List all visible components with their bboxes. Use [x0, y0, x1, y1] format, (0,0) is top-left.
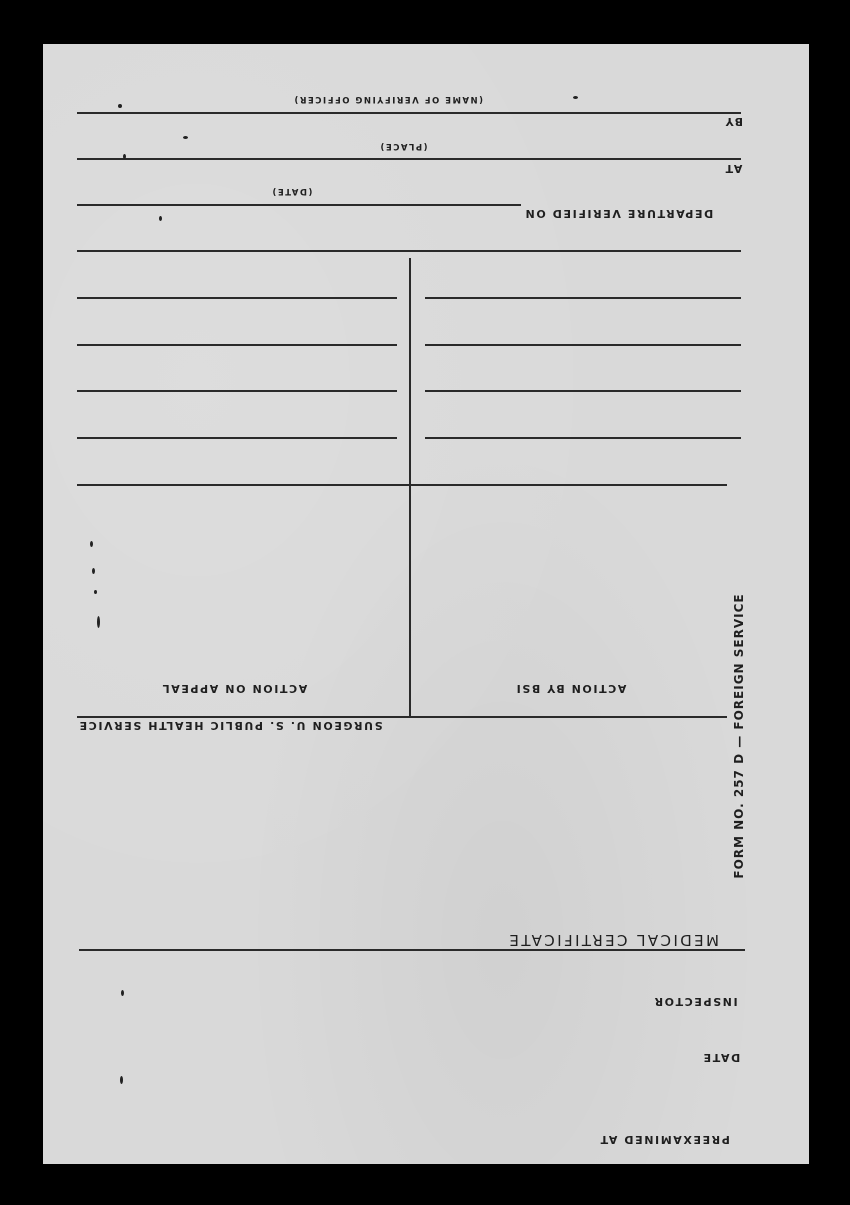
bsi-line-3 [425, 390, 741, 392]
appeal-line-4 [77, 437, 397, 439]
scan-speck [94, 590, 97, 594]
medical-certificate-line [79, 949, 745, 951]
scan-speck [118, 104, 122, 108]
scan-speck [90, 541, 93, 547]
appeal-line-1 [77, 297, 397, 299]
medical-certificate-label: MEDICAL CERTIFICATE [507, 931, 719, 949]
surgeon-line [77, 716, 727, 718]
at-label: AT [724, 162, 743, 175]
action-by-bsi-label: ACTION BY BSI [515, 682, 627, 695]
date-label-top: (DATE) [271, 186, 313, 196]
form-card [43, 44, 809, 1164]
bsi-line-1 [425, 297, 741, 299]
scan-speck [183, 136, 188, 139]
bsi-line-4 [425, 437, 741, 439]
place-label: (PLACE) [379, 141, 428, 151]
section-divider-top [77, 250, 741, 252]
scan-speck [120, 1076, 123, 1084]
bsi-line-2 [425, 344, 741, 346]
scan-speck [97, 616, 100, 628]
column-divider [409, 258, 411, 716]
scan-speck [121, 990, 124, 996]
actions-bottom-line [77, 484, 727, 486]
scan-speck [159, 216, 162, 221]
inspector-label: INSPECTOR [653, 995, 738, 1008]
date-label-bottom: DATE [702, 1051, 741, 1064]
place-line [77, 158, 741, 160]
verifying-officer-line [77, 112, 741, 114]
preexamined-at-label: PREEXAMINED AT [599, 1133, 730, 1146]
appeal-line-3 [77, 390, 397, 392]
date-line [77, 204, 521, 206]
form-number-label: FORM NO. 257 D — FOREIGN SERVICE [732, 593, 746, 879]
by-label: BY [724, 115, 743, 128]
name-of-verifying-officer-label: (NAME OF VERIFYING OFFICER) [293, 94, 484, 104]
departure-verified-on-label: DEPARTURE VERIFIED ON [524, 207, 714, 220]
appeal-line-2 [77, 344, 397, 346]
scan-speck [92, 568, 95, 574]
action-on-appeal-label: ACTION ON APPEAL [161, 682, 308, 695]
scan-speck [123, 154, 126, 159]
scan-speck [573, 96, 578, 99]
surgeon-label: SURGEON U. S. PUBLIC HEALTH SERVICE [78, 719, 383, 732]
